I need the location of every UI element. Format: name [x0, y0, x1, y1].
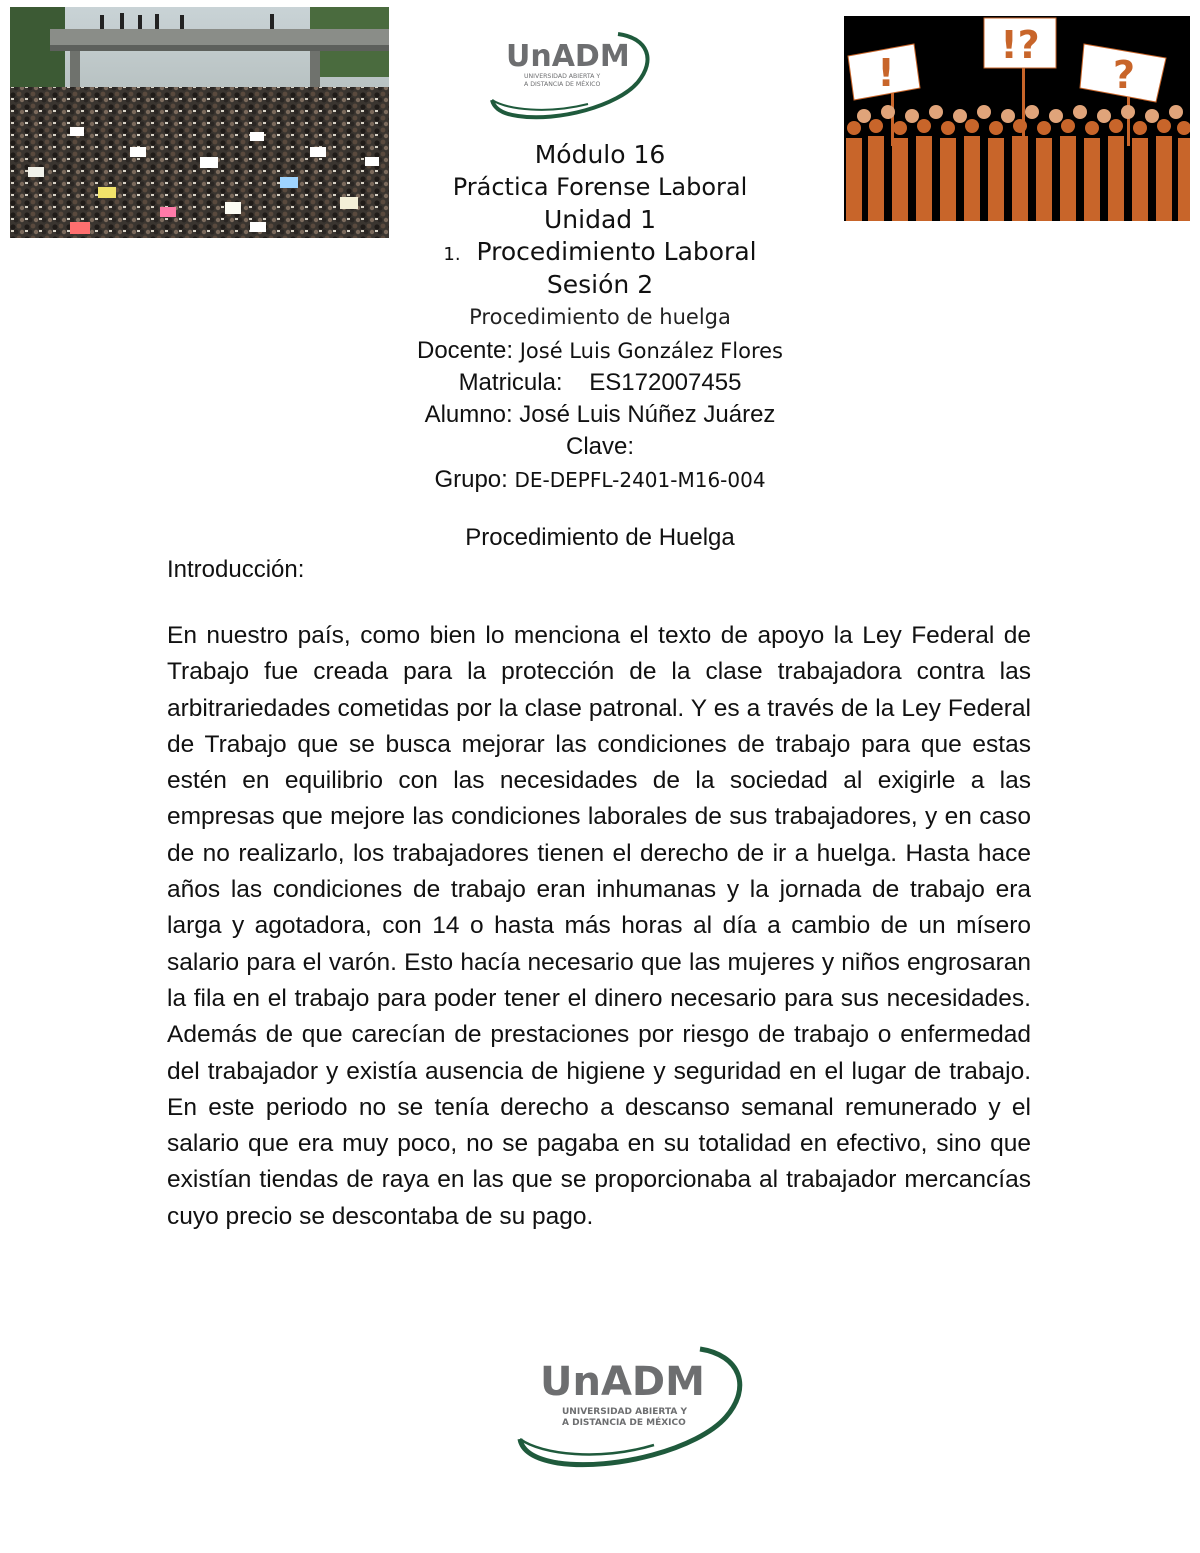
sign-question: ?	[1112, 53, 1136, 97]
topic-number: 1.	[443, 244, 461, 265]
logo-wordmark-bottom: UnADM	[540, 1359, 705, 1405]
enrollment-label: Matricula:	[458, 369, 563, 396]
intro-paragraph: En nuestro país, como bien lo menciona el texto de apoyo la Ley Federal de Trabajo fue creada para la protección de la clase trabajadora contra las arbitrariedades cometidas por la clase patronal. Y es a través de la Ley Federal de Trabajo que se busca mejorar las condiciones de trabajo para que estas estén en equilibrio con las necesidades de la sociedad al exigirle a las empresas que mejore las condiciones laborales de sus trabajadores, y en caso de no realizarlo, los trabajadores tienen el derecho de ir a huelga. Hasta hace años las condiciones de trabajo eran inhumanas y la jornada de trabajo era larga y agotadora, con 14 o hasta más horas al día a cambio de un mísero salario para el varón. Esto hacía necesario que las mujeres y niños engrosaran la fila en el trabajo para poder tener el dinero necesario para sus necesidades. Además de que carecían de prestaciones por riesgo de trabajo o enfermedad del trabajador y existía ausencia de higiene y seguridad en el lugar de trabajo. En este periodo no se tenía derecho a descanso semanal remunerado y el salario que era muy poco, no se pagaba en su totalidad en efectivo, sino que existían tiendas de raya en las que se proporcionaba al trabajador mercancías cuyo precio se descontaba de su pago.	[167, 622, 1031, 1230]
topic-name: Procedimiento Laboral	[476, 237, 757, 266]
group-code: DE-DEPFL-2401-M16-004	[514, 468, 766, 492]
logo-wordmark: UnADM	[506, 39, 630, 74]
session-title: Sesión 2	[546, 270, 654, 299]
enrollment-number: ES172007455	[589, 369, 742, 396]
teacher-name: José Luis González Flores	[519, 339, 783, 363]
course-title: Práctica Forense Laboral	[452, 173, 748, 201]
logo-subtitle-line1: UNIVERSIDAD ABIERTA Y	[524, 73, 601, 80]
enrollment-line	[0, 369, 1200, 397]
unadm-logo-top	[488, 30, 658, 125]
sign-exclamation-question: !?	[1000, 23, 1040, 67]
activity-title: Procedimiento de huelga	[469, 305, 731, 329]
student-label: Alumno:	[424, 401, 513, 428]
logo-subtitle-line1-bottom: UNIVERSIDAD ABIERTA Y	[562, 1407, 688, 1417]
module-title: Módulo 16	[534, 140, 666, 169]
logo-subtitle-line2-bottom: A DISTANCIA DE MÉXICO	[562, 1418, 686, 1428]
intro-label: Introducción:	[167, 556, 305, 583]
student-line	[0, 401, 1200, 429]
unit-title: Unidad 1	[544, 205, 656, 234]
student-name: José Luis Núñez Juárez	[519, 401, 776, 428]
group-label: Grupo:	[434, 466, 508, 493]
code-label: Clave:	[565, 433, 635, 460]
section-title: Procedimiento de Huelga	[465, 524, 735, 551]
logo-subtitle-line2: A DISTANCIA DE MÉXICO	[524, 81, 601, 88]
unadm-logo-bottom	[514, 1345, 750, 1475]
topic-title	[0, 237, 1200, 266]
teacher-line	[0, 337, 1200, 365]
group-line	[0, 466, 1200, 494]
protest-crowd-photo	[10, 7, 389, 238]
sign-exclamation: !	[877, 51, 895, 95]
teacher-label: Docente:	[417, 337, 514, 364]
